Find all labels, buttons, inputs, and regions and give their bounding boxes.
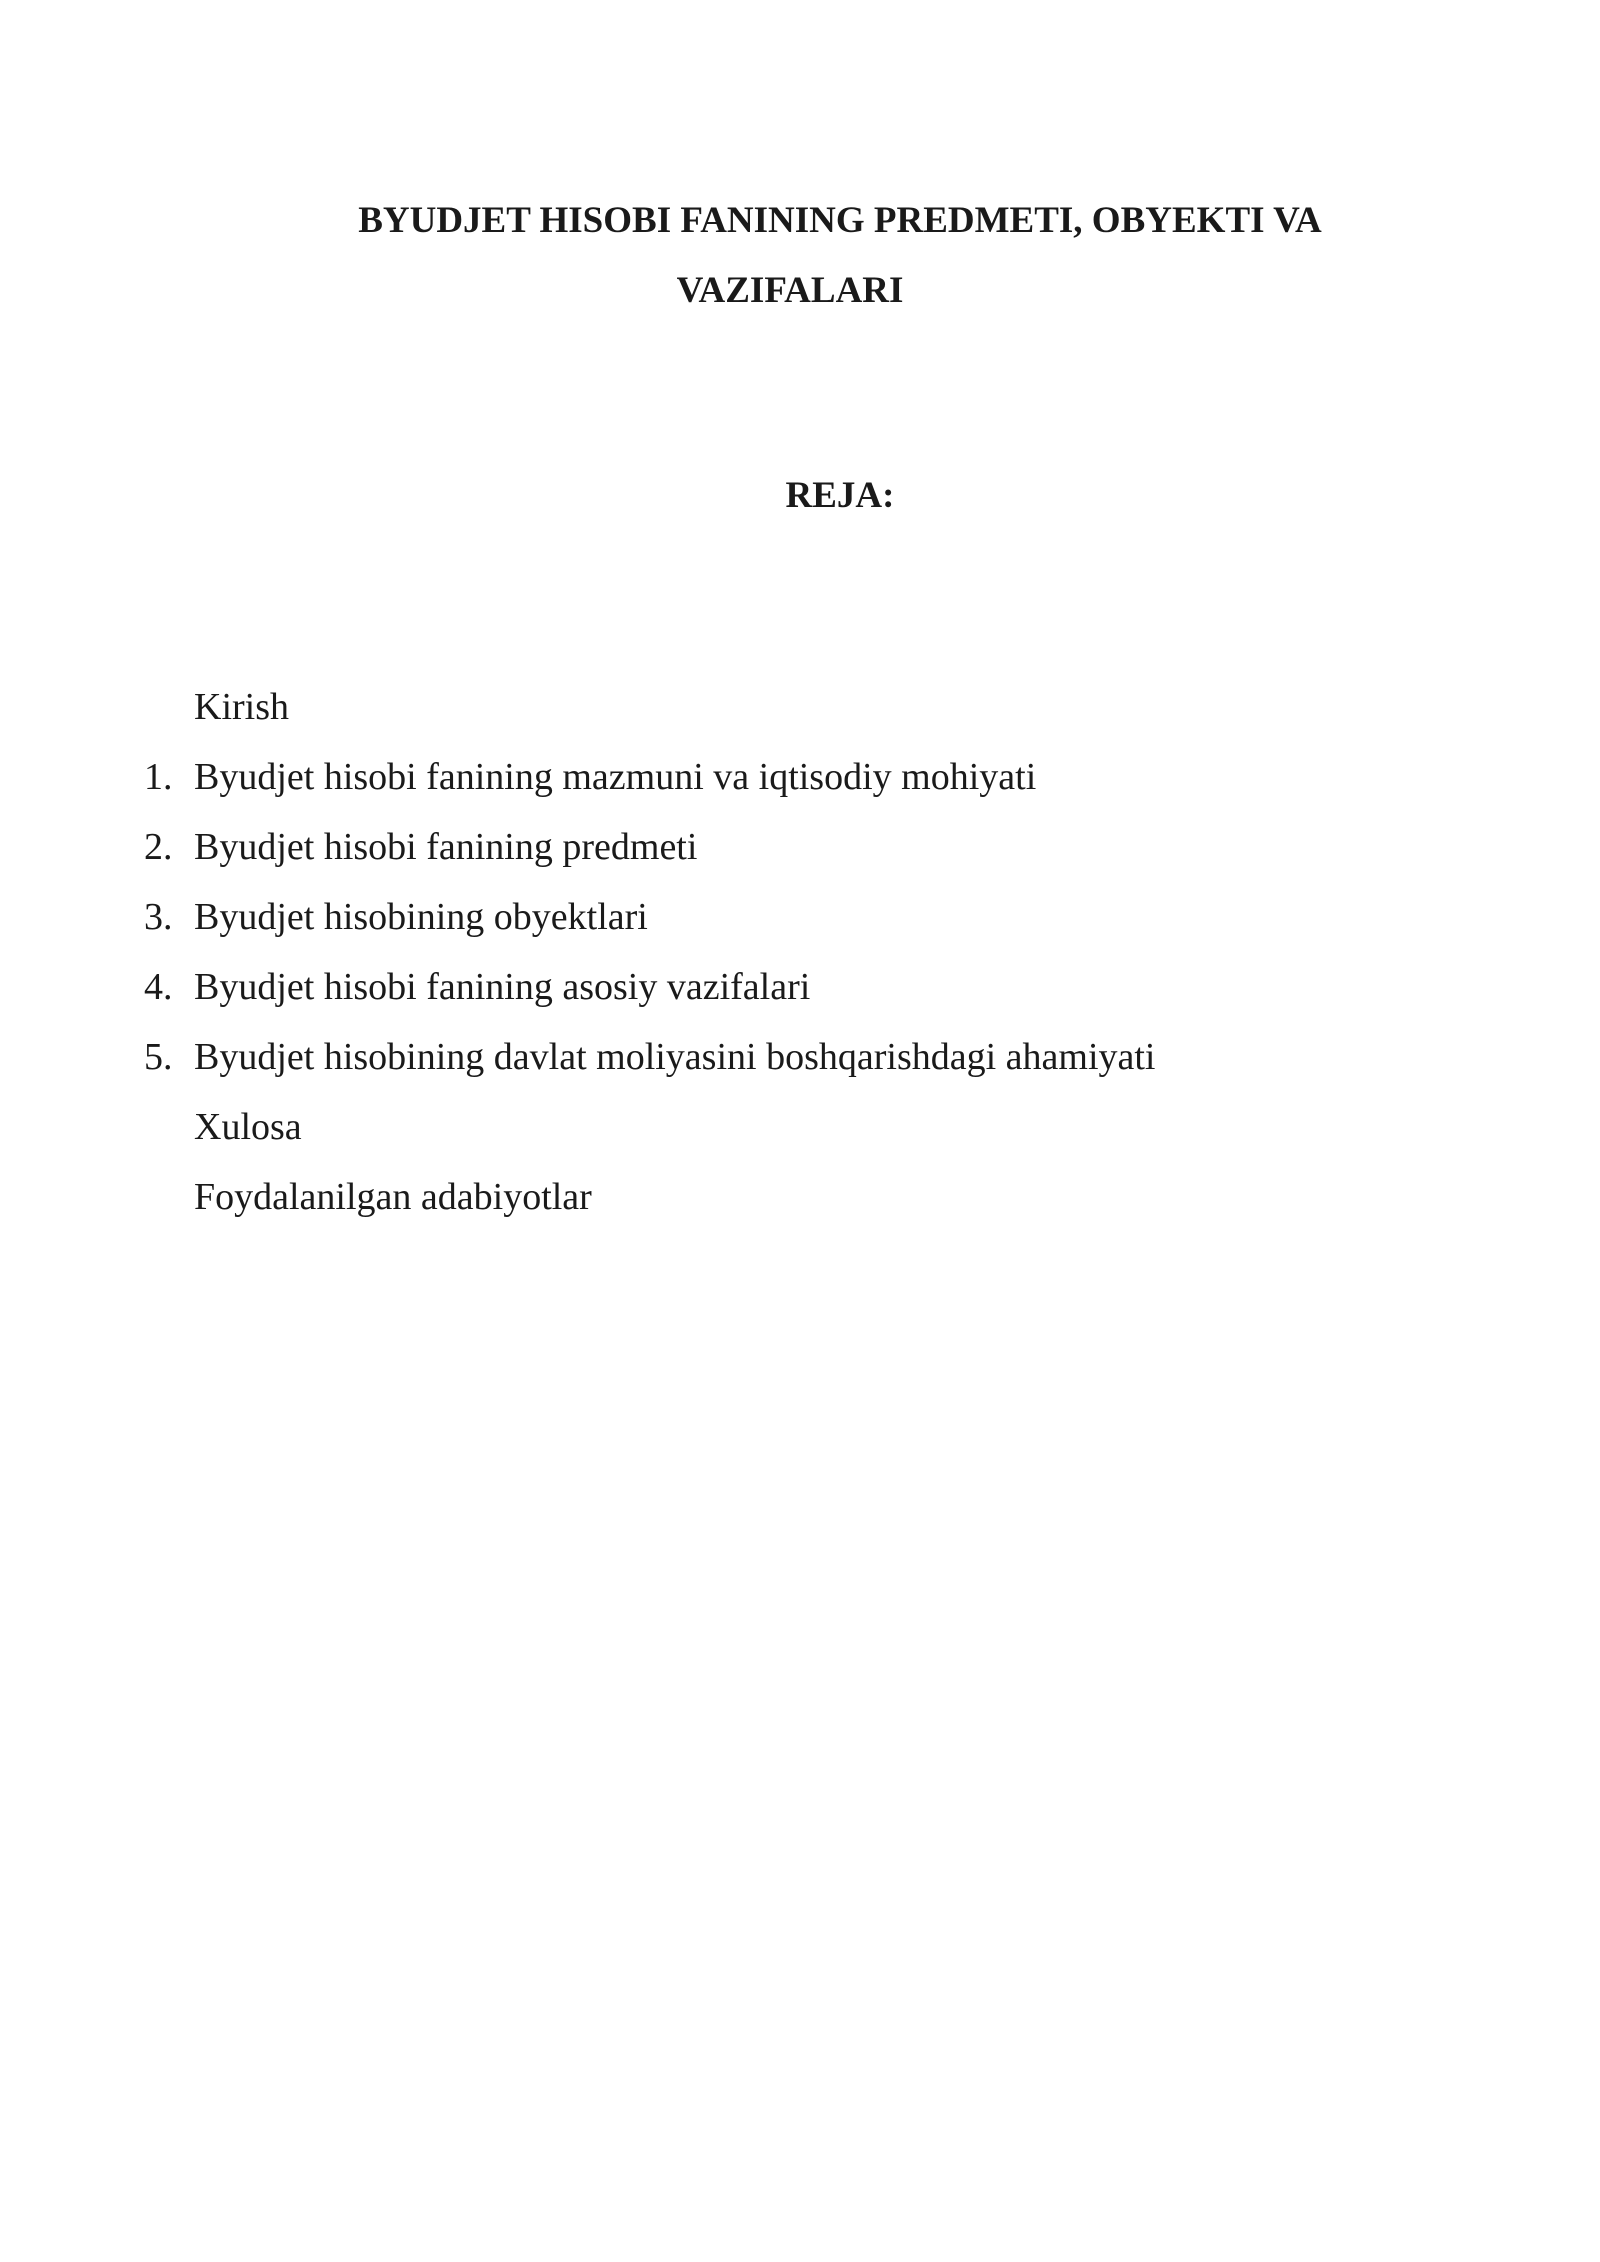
plan-item-text: Byudjet hisobi fanining predmeti <box>194 826 698 868</box>
plan-item-number: 3. <box>144 896 173 938</box>
plan-item-text: Foydalanilgan adabiyotlar <box>194 1176 592 1218</box>
plan-item-number: 1. <box>144 756 173 798</box>
plan-list <box>0 672 1500 1232</box>
plan-item-text: Xulosa <box>194 1106 302 1148</box>
plan-item-2 <box>0 812 1500 882</box>
plan-item-text: Kirish <box>194 686 289 728</box>
plan-item-intro <box>0 672 1500 742</box>
plan-item-references <box>0 1162 1500 1232</box>
plan-heading: REJA: <box>785 475 895 516</box>
plan-item-number: 4. <box>144 966 173 1008</box>
document-title-line-1: BYUDJET HISOBI FANINING PREDMETI, OBYEKTI VA <box>358 200 1322 241</box>
plan-item-text: Byudjet hisobi fanining asosiy vazifalari <box>194 966 811 1008</box>
plan-item-text: Byudjet hisobining obyektlari <box>194 896 648 938</box>
plan-item-text: Byudjet hisobining davlat moliyasini boshqarishdagi ahamiyati <box>194 1036 1156 1078</box>
plan-item-3 <box>0 882 1500 952</box>
plan-item-number: 5. <box>144 1036 173 1078</box>
plan-item-1 <box>0 742 1500 812</box>
document-title-line-2: VAZIFALARI <box>676 270 904 311</box>
plan-item-5 <box>0 1022 1500 1092</box>
plan-item-text: Byudjet hisobi fanining mazmuni va iqtisodiy mohiyati <box>194 756 1037 798</box>
plan-item-4 <box>0 952 1500 1022</box>
document-title <box>300 186 1380 326</box>
plan-item-number: 2. <box>144 826 173 868</box>
plan-item-conclusion <box>0 1092 1500 1162</box>
